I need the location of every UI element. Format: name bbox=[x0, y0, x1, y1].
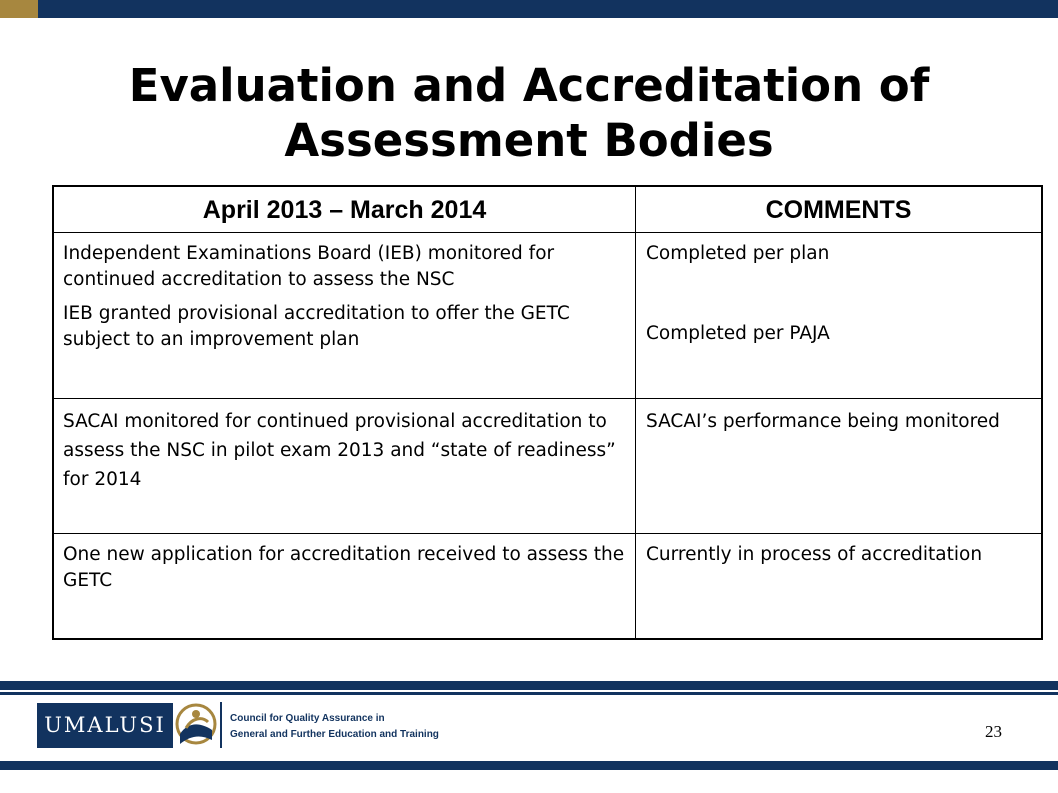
accreditation-table bbox=[52, 185, 1043, 640]
row-2-comment bbox=[636, 399, 1041, 533]
row-1-comment-para-1: Completed per plan bbox=[646, 243, 830, 264]
row-2-comment-text: SACAI’s performance being monitored bbox=[646, 411, 1000, 432]
council-name bbox=[230, 711, 439, 743]
table-row bbox=[54, 399, 1041, 534]
row-3-comment-text: Currently in process of accreditation bbox=[646, 544, 983, 565]
council-line-2: General and Further Education and Training bbox=[230, 729, 439, 740]
row-1-activity-para-1: Independent Examinations Board (IEB) monitored for continued accreditation to assess the NSC bbox=[63, 243, 555, 290]
top-bar bbox=[0, 0, 1058, 18]
slide-title bbox=[0, 58, 1058, 168]
footer-band-top bbox=[0, 681, 1058, 690]
table-row bbox=[54, 233, 1041, 399]
table-header-row bbox=[54, 187, 1041, 233]
row-2-activity bbox=[54, 399, 636, 533]
umalusi-emblem-icon bbox=[174, 700, 218, 750]
table-row bbox=[54, 534, 1041, 638]
title-line-1: Evaluation and Accreditation of bbox=[128, 59, 930, 112]
row-3-activity bbox=[54, 534, 636, 638]
title-line-2: Assessment Bodies bbox=[284, 114, 774, 167]
row-1-activity bbox=[54, 233, 636, 398]
umalusi-logo-box: UMALUSI bbox=[37, 703, 173, 748]
top-accent bbox=[0, 0, 38, 18]
page-number: 23 bbox=[985, 722, 1002, 741]
council-line-1: Council for Quality Assurance in bbox=[230, 713, 385, 724]
footer-band-thin bbox=[0, 692, 1058, 695]
header-comments: COMMENTS bbox=[765, 196, 912, 224]
row-1-comment-para-2: Completed per PAJA bbox=[646, 323, 830, 344]
row-3-comment bbox=[636, 534, 1041, 638]
row-2-activity-text: SACAI monitored for continued provisional accreditation to assess the NSC in pilot exam 2013 and “state of readiness” for 2014 bbox=[63, 411, 616, 490]
row-3-activity-text: One new application for accreditation received to assess the GETC bbox=[63, 544, 625, 591]
logo-divider bbox=[220, 702, 222, 748]
header-period: April 2013 – March 2014 bbox=[54, 187, 636, 232]
row-1-activity-para-2: IEB granted provisional accreditation to offer the GETC subject to an improvement plan bbox=[63, 303, 570, 350]
row-1-comment bbox=[636, 233, 1041, 398]
footer-band-bottom bbox=[0, 761, 1058, 770]
